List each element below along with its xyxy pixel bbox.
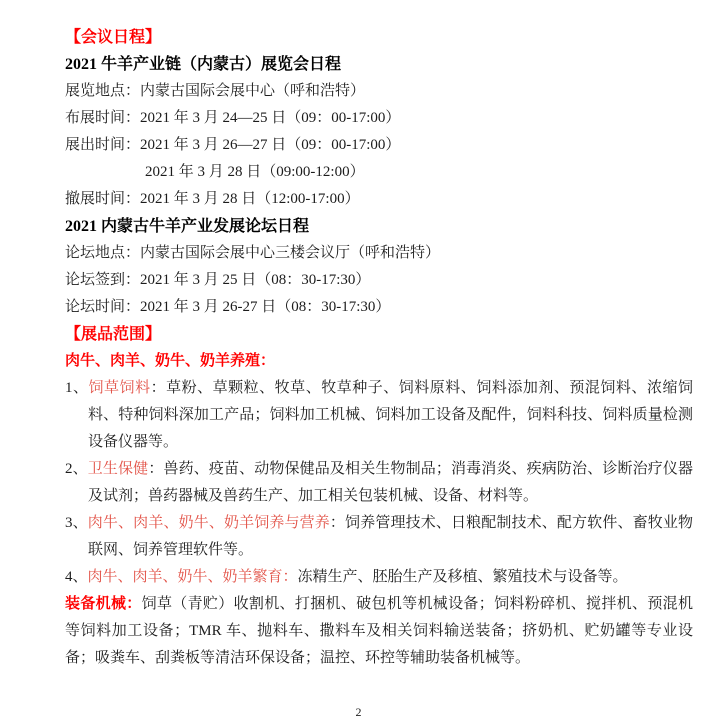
item-body: ：饲养管理技术、日粮配制技术、配方软件、畜牧业物联网、饲养管理软件等。 — [88, 515, 693, 558]
item-body: ：草粉、草颗粒、牧草、牧草种子、饲料原料、饲料添加剂、预混饲料、浓缩饲料、特种饲料深加工产品；饲料加工机械、饲料加工设备及配件，饲料科技、饲料质量检测设备仪器等。 — [88, 380, 693, 450]
item-category: 卫生保健 — [87, 461, 149, 477]
item-body: ：兽药、疫苗、动物保健品及相关生物制品；消毒消炎、疾病防治、诊断治疗仪器及试剂；兽药器械及兽药生产、加工相关包装机械、设备、材料等。 — [88, 461, 693, 504]
expo-open-time-line-2: 2021 年 3 月 28 日（09:00-12:00） — [145, 164, 365, 180]
expo-schedule-title: 2021 牛羊产业链（内蒙古）展览会日程 — [65, 56, 342, 73]
item-number: 1、 — [65, 380, 89, 396]
forum-schedule-title: 2021 内蒙古牛羊产业发展论坛日程 — [65, 218, 310, 235]
page-number: 2 — [355, 705, 362, 719]
expo-open-time-line: 展出时间：2021 年 3 月 26—27 日（09：00-17:00） — [65, 137, 401, 153]
item-category: 肉牛、肉羊、奶牛、奶羊饲养与营养 — [87, 515, 330, 531]
forum-venue-line: 论坛地点：内蒙古国际会展中心三楼会议厅（呼和浩特） — [65, 245, 441, 261]
item-body: 冻精生产、胚胎生产及移植、繁殖技术与设备等。 — [297, 569, 628, 585]
equipment-body: 饲草（青贮）收割机、打捆机、破包机等机械设备；饲料粉碎机、搅拌机、预混机等饲料加工设备；TMR 车、抛料车、撒料车及相关饲料输送装备；挤奶机、贮奶罐等专业设备；吸粪车、刮粪板等清洁环保设备；温控、环控等辅助装备机械等。 — [65, 596, 693, 666]
exhibit-item-breeding — [65, 564, 693, 591]
item-number: 3、 — [65, 515, 88, 531]
exhibit-item-forage-feed — [65, 375, 693, 456]
equipment-lead: 装备机械： — [65, 596, 142, 612]
breeding-subhead: 肉牛、肉羊、奶牛、奶羊养殖： — [65, 353, 276, 369]
exhibit-item-feeding-nutrition — [65, 510, 693, 564]
item-category: 饲草饲料 — [88, 380, 151, 396]
section-heading-exhibit-scope: 【展品范围】 — [65, 326, 162, 343]
forum-time-line: 论坛时间：2021 年 3 月 26-27 日（08：30-17:30） — [65, 299, 391, 315]
item-number: 2、 — [65, 461, 88, 477]
document-content — [65, 24, 693, 672]
expo-setup-time-line: 布展时间：2021 年 3 月 24—25 日（09：00-17:00） — [65, 110, 401, 126]
expo-teardown-time-line: 撤展时间：2021 年 3 月 28 日（12:00-17:00） — [65, 191, 360, 207]
forum-signin-line: 论坛签到：2021 年 3 月 25 日（08：30-17:30） — [65, 272, 371, 288]
equipment-machinery-paragraph — [65, 591, 693, 672]
item-category: 肉牛、肉羊、奶牛、奶羊繁育： — [87, 569, 298, 585]
item-number: 4、 — [65, 569, 88, 585]
exhibit-item-health-care — [65, 456, 693, 510]
expo-venue-line: 展览地点：内蒙古国际会展中心（呼和浩特） — [65, 83, 366, 99]
section-heading-conference-schedule: 【会议日程】 — [65, 29, 162, 46]
